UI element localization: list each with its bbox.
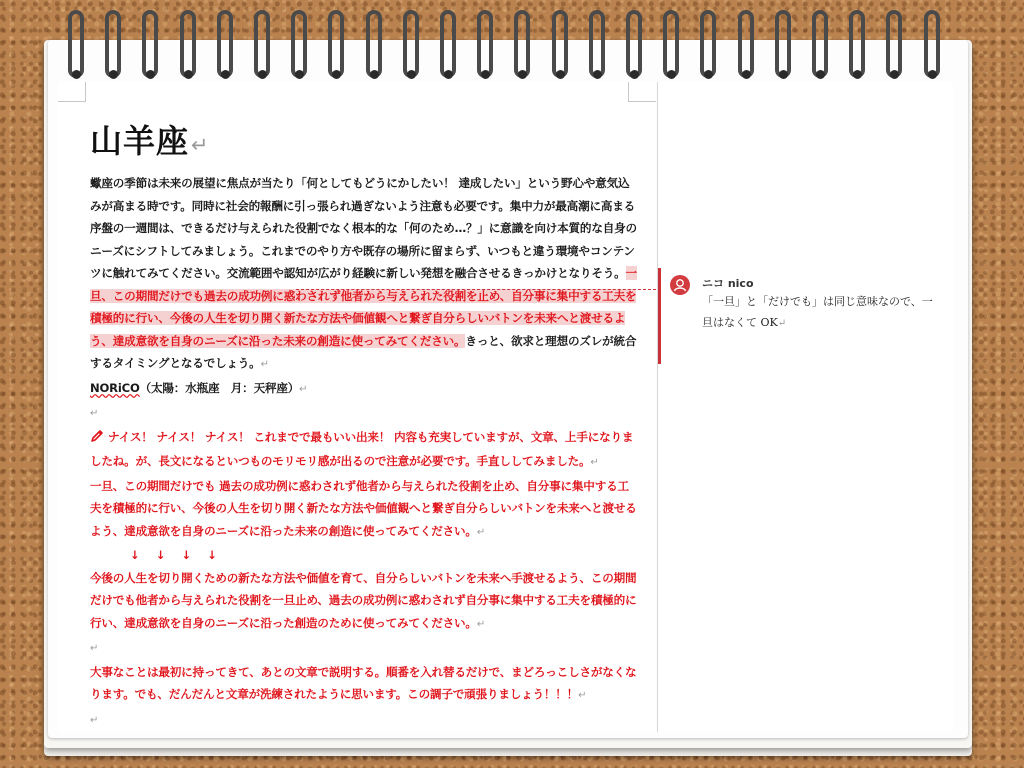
binding-hole: [444, 70, 453, 79]
binding-hole: [928, 70, 937, 79]
paragraph-mark-icon: ↵: [590, 457, 599, 468]
commented-highlight-text[interactable]: 一旦、この期間だけでも過去の成功例に惑わされず他者から与えられた役割を止め、自分事に集中する工夫を積極的に行い、今後の人生を切り開く新たな方法や価値観へと繋ぎ自分らしいバトンを未来へと渡せるよう、達成意欲を自身のニーズに沿った未来の創造に使ってみてください。: [90, 266, 637, 348]
binding-hole: [518, 70, 527, 79]
document-page[interactable]: [58, 82, 656, 732]
binding-hole: [667, 70, 676, 79]
before-paragraph[interactable]: [90, 475, 638, 545]
spiral-binding: [60, 10, 960, 80]
spiral-ring: [180, 10, 196, 78]
comment-text: 「一旦」と「だけでも」は同じ意味なので、一旦はなくて OK: [702, 295, 933, 329]
binding-hole: [890, 70, 899, 79]
spiral-ring: [738, 10, 754, 78]
binding-hole: [184, 70, 193, 79]
feedback-paragraph-1[interactable]: [90, 426, 638, 475]
binding-hole: [332, 70, 341, 79]
binding-hole: [630, 70, 639, 79]
spiral-ring: [812, 10, 828, 78]
paragraph-main[interactable]: [90, 172, 638, 377]
feedback-1-text: ナイス！ ナイス！ ナイス！ これまでで最もいい出来！ 内容も充実していますが、文章、上手になりましたね。が、長文になるといつものモリモリ感が出るので注意が必要です。手直ししてみました。: [90, 429, 634, 468]
comment-active-bar: [658, 268, 661, 364]
user-icon: [670, 275, 690, 295]
paragraph-mark-icon: ↵: [90, 408, 99, 419]
empty-paragraph[interactable]: [90, 636, 638, 661]
title-text: 山羊座: [90, 122, 190, 160]
spiral-ring: [291, 10, 307, 78]
author-signs: （太陽：水瓶座 月：天秤座）: [139, 380, 300, 395]
spiral-ring: [514, 10, 530, 78]
page-margin-marker-left: [58, 82, 86, 102]
spiral-ring: [254, 10, 270, 78]
spiral-ring: [552, 10, 568, 78]
spiral-ring: [142, 10, 158, 78]
paragraph-mark-icon: ↵: [260, 359, 269, 370]
binding-hole: [258, 70, 267, 79]
after-paragraph[interactable]: [90, 567, 638, 637]
comment-connector-line: [296, 289, 656, 290]
spiral-ring: [700, 10, 716, 78]
paragraph-mark-icon: ↵: [299, 383, 308, 395]
feedback-2-text: 大事なことは最初に持ってきて、あとの文章で説明する。順番を入れ替るだけで、まどろっこしさがなくなります。でも、だんだんと文章が洗練されたように思います。この調子で頑張りましょう！！！: [90, 664, 637, 701]
author-line[interactable]: [90, 377, 638, 402]
binding-hole: [221, 70, 230, 79]
author-name-misspelled[interactable]: NORiCO: [90, 380, 140, 395]
paragraph-mark-icon: ↵: [191, 133, 210, 157]
comment-pane[interactable]: [657, 82, 953, 732]
spiral-ring: [924, 10, 940, 78]
spiral-ring: [886, 10, 902, 78]
binding-hole: [295, 70, 304, 79]
binding-hole: [72, 70, 81, 79]
spiral-ring: [663, 10, 679, 78]
spiral-ring: [366, 10, 382, 78]
before-text: 一旦、この期間だけでも 過去の成功例に惑わされず他者から与えられた役割を止め、自分事に集中する工夫を積極的に行い、今後の人生を切り開く新たな方法や価値観へと繋ぎ自分らしいバトンを未来へと渡せるよう、達成意欲を自身のニーズに沿った未来の創造に使ってみてください。: [90, 478, 637, 538]
binding-hole: [704, 70, 713, 79]
down-arrow-icons: ↓ ↓ ↓ ↓: [130, 548, 223, 562]
feedback-paragraph-2[interactable]: [90, 661, 638, 708]
spiral-ring: [68, 10, 84, 78]
spiral-ring: [849, 10, 865, 78]
empty-paragraph[interactable]: [90, 401, 638, 426]
comment-body[interactable]: [702, 291, 942, 334]
main-text: 蠍座の季節は未来の展望に焦点が当たり「何としてもどうにかしたい！ 達成したい」という野心や意気込みが高まる時です。同時に社会的報酬に引っ張られ過ぎないよう注意も必要です。集中力が最高潮に高まる序盤の一週間は、できるだけ与えられた役割でなく根本的な「何のため…？」に意識を向け本質的な自身のニーズにシフトしてみましょう。これまでのやり方や既存の場所に留まらず、いつもと違う環境やコンテンツに触れてみてください。交流範囲や認知が広がり経験に新しい発想を融合させるきっかけとなりそう。: [90, 176, 637, 280]
down-arrows[interactable]: [90, 544, 638, 567]
binding-hole: [593, 70, 602, 79]
paragraph-mark-icon: ↵: [578, 690, 587, 701]
binding-hole: [742, 70, 751, 79]
spiral-ring: [775, 10, 791, 78]
document-body[interactable]: [90, 172, 638, 732]
spiral-ring: [217, 10, 233, 78]
binding-hole: [370, 70, 379, 79]
binding-hole: [146, 70, 155, 79]
comment-author: ニコ nico: [702, 277, 754, 290]
spiral-ring: [403, 10, 419, 78]
document-title[interactable]: [90, 116, 209, 162]
spiral-ring: [105, 10, 121, 78]
spiral-ring: [626, 10, 642, 78]
paragraph-mark-icon: ↵: [476, 526, 485, 538]
binding-hole: [779, 70, 788, 79]
binding-hole: [481, 70, 490, 79]
after-text: 今後の人生を切り開くための新たな方法や価値を育て、自分らしいバトンを未来へ手渡せるよう、この期間だけでも他者から与えられた役割を一旦止め、過去の成功例に惑わされず自分事に集中する工夫を積極的に行い、達成意欲を自身のニーズに沿った創造のために使ってみてください。: [90, 570, 637, 630]
paragraph-mark-icon: ↵: [90, 714, 99, 726]
avatar[interactable]: [670, 275, 690, 295]
spiral-ring: [589, 10, 605, 78]
binding-hole: [816, 70, 825, 79]
spiral-ring: [328, 10, 344, 78]
binding-hole: [556, 70, 565, 79]
spiral-ring: [477, 10, 493, 78]
paragraph-mark-icon: ↵: [777, 318, 787, 329]
paragraph-mark-icon: ↵: [90, 643, 99, 654]
spiral-ring: [440, 10, 456, 78]
pencil-icon: [90, 428, 104, 451]
empty-paragraph[interactable]: [90, 708, 638, 733]
binding-hole: [853, 70, 862, 79]
tail-text: きっと、欲求と理想のズレが統合するタイミングとなるでしょう。: [90, 333, 637, 370]
page-margin-marker-right: [628, 82, 656, 102]
binding-hole: [407, 70, 416, 79]
binding-hole: [109, 70, 118, 79]
paragraph-mark-icon: ↵: [476, 618, 485, 630]
